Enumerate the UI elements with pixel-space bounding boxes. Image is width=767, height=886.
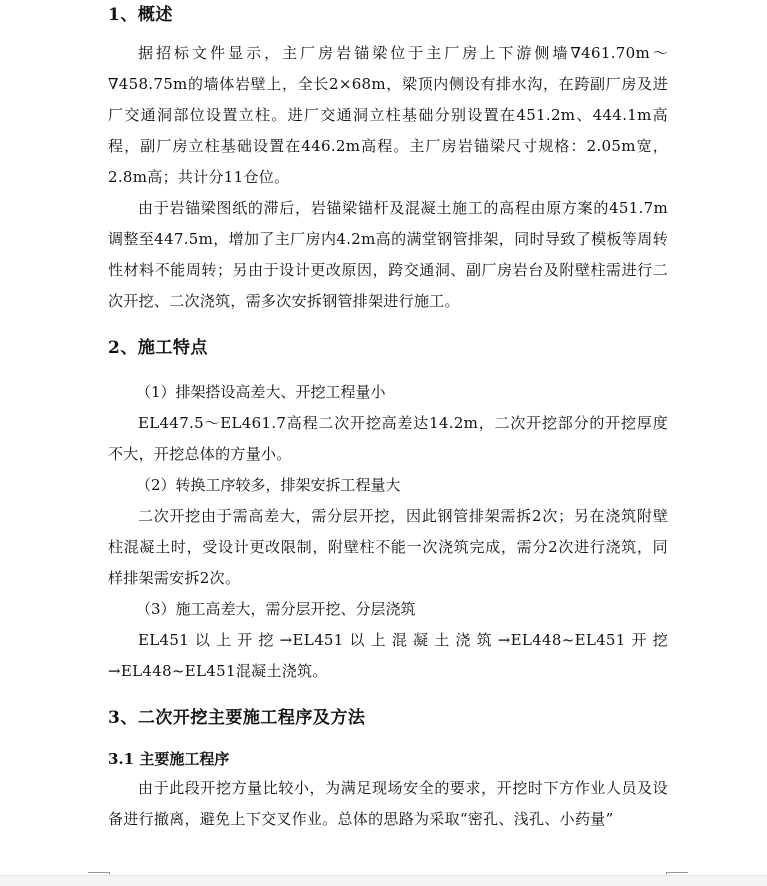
page-bottom-edge — [0, 875, 767, 886]
page-corner-mark-right — [666, 872, 688, 873]
section-2-item-1-body: EL447.5～EL461.7高程二次开挖高差达14.2m，二次开挖部分的开挖厚度不大，开挖总体的方量小。 — [108, 414, 668, 463]
section-2-item-1-title: （1）排架搭设高差大、开挖工程量小 — [136, 383, 386, 401]
section-1-paragraph-1: 据招标文件显示，主厂房岩锚梁位于主厂房上下游侧墙∇461.70m～∇458.75m的墙体岩壁上，全长2×68m，梁顶内侧设有排水沟，在跨副厂房及进厂交通洞部位设置立柱。进厂交通洞立柱基础分别设置在451.2m、444.1m高程，副厂房立柱基础设置在446.2m高程。主厂房岩锚梁尺寸规格：2.05m宽，2.8m高；共计分11仓位。 — [108, 44, 668, 186]
section-3-1-heading: 3.1 主要施工程序 — [108, 750, 230, 768]
section-2-item-2-body: 二次开挖由于需高差大，需分层开挖，因此钢管排架需拆2次；另在浇筑附壁柱混凝土时，受设计更改限制，附壁柱不能一次浇筑完成，需分2次进行浇筑，同样排架需安拆2次。 — [108, 507, 668, 587]
section-1-paragraph-2: 由于岩锚梁图纸的滞后，岩锚梁锚杆及混凝土施工的高程由原方案的451.7m调整至447.5m，增加了主厂房内4.2m高的满堂钢管排架，同时导致了模板等周转性材料不能周转；另由于设计更改原因，跨交通洞、副厂房岩台及附壁柱需进行二次开挖、二次浇筑，需多次安拆钢管排架进行施工。 — [108, 199, 668, 310]
section-3-heading: 3、二次开挖主要施工程序及方法 — [108, 708, 366, 728]
section-2-heading: 2、施工特点 — [108, 338, 208, 358]
section-2-item-3-title: （3）施工高差大，需分层开挖、分层浇筑 — [136, 600, 416, 618]
section-1-heading: 1、概述 — [108, 5, 173, 25]
section-2-item-2-title: （2）转换工序较多，排架安拆工程量大 — [136, 476, 401, 494]
section-2-item-3-body: EL451以上开挖→EL451以上混凝土浇筑→EL448~EL451开挖→EL448~EL451混凝土浇筑。 — [108, 631, 668, 680]
section-3-1-paragraph: 由于此段开挖方量比较小，为满足现场安全的要求，开挖时下方作业人员及设备进行撤离，避免上下交叉作业。总体的思路为采取“密孔、浅孔、小药量” — [108, 779, 668, 828]
page-corner-mark-left — [88, 872, 110, 873]
document-body — [108, 0, 668, 835]
